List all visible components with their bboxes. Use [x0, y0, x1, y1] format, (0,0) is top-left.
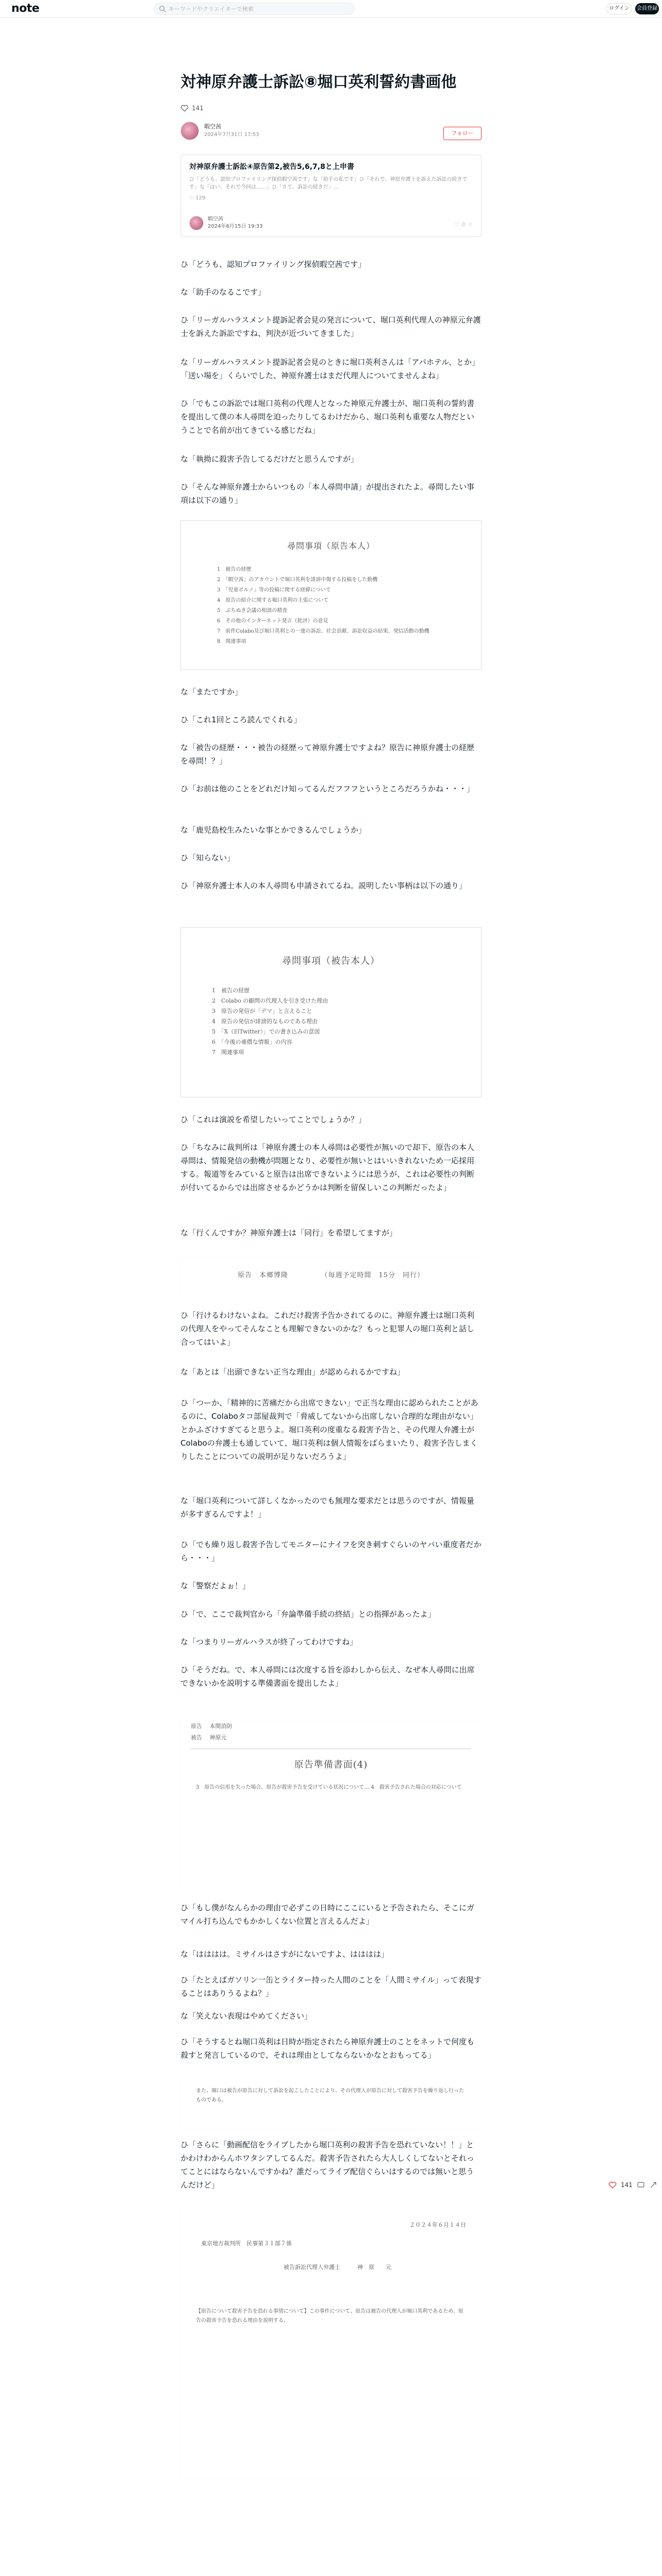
publish-date: 2024年7月31日 17:53: [204, 132, 259, 138]
paragraph: な「行くんですか？神原弁護士は「同行」を希望してますが」: [180, 1228, 398, 1238]
doc1-item: 4 原告の紹介に関する堀口英利の主張について: [217, 598, 329, 603]
paragraph: な「笑えない表現はやめてください」: [180, 2011, 312, 2021]
doc2-item: 7 関連事項: [212, 1049, 244, 1056]
doc2-item: 4 原告の発信が誹謗的なものである理由: [212, 1018, 318, 1025]
top-navigation-bar: [0, 0, 662, 18]
document-image-court-filing: [180, 2210, 482, 2478]
doc6-date: ２０２４年６月１４日: [409, 2222, 466, 2228]
paragraph: な「執拗に殺害予告してるだけだと思うんですが」: [180, 454, 359, 464]
paragraph: な「堀口英利について詳しくなかったのでも無理な要求だとは思うのですが、情報量が多すぎるんですよ！」: [180, 1496, 474, 1519]
doc1-item: 1 被告の経歴: [217, 567, 252, 572]
search-icon: [159, 5, 166, 12]
paragraph: ひ「でも繰り返し殺害予告してモニターにナイフを突き刺すぐらいのヤバい重度者だから・・・」: [180, 1540, 482, 1563]
embed-likes: ♡ 129: [189, 195, 206, 201]
author-name[interactable]: 暇空茜: [204, 123, 221, 130]
floating-like-count: 141: [621, 2181, 633, 2189]
paragraph: ひ「たとえばガソリン一缶とライター持った人間のことを「人間ミサイル」って表現することはありうるよね？」: [180, 1975, 482, 1998]
paragraph: ひ「さらに「動画配信をライブしたから堀口英利の殺害予告を恐れていない！！」とかわけわからんホワタシアしてるんだ。殺害予告されたら大人しくしてないとそれってことにはならないんですかね？誰だってライブ配信ぐらいはするのでは無いと思うんだけど」: [180, 2140, 474, 2190]
doc2-item: 6 「今後の補償な情報」の内容: [212, 1039, 292, 1045]
embed-author-name: 暇空茜: [208, 216, 223, 222]
paragraph: ひ「お前は他のことをどれだけ知ってるんだフフフというところだろうかね・・・」: [180, 784, 475, 793]
paragraph: ひ「で、ここで裁判官から「弁論準備手続の終結」との指揮があったよ」: [180, 1609, 436, 1619]
doc6-body: 【原告について殺害予告を恐れる事情について】この事件について、原告は被告の代理人が堀口英利であるため、原告の殺害予告を恐れる理由を説明する。: [196, 2309, 464, 2324]
embed-action-icons[interactable]: ♡ ⊙ ☆: [454, 221, 473, 228]
paragraph: ひ「でもこの訴訟では堀口英利の代理人となった神原元弁護士が、堀口英利の誓約書を提出して僕の本人尋問を迫ったりしてるわけだから、堀口英利も重要な人物だということで名前が出てきている感じだね」: [180, 399, 475, 435]
document-image-schedule: [180, 1257, 482, 1298]
author-info: [180, 122, 259, 140]
doc6-court: 東京地方裁判所 民事第３１部７係: [201, 2240, 292, 2247]
paragraph: な「助手のなるこです」: [180, 287, 266, 297]
paragraph: ひ「神原弁護士本人の本人尋問も申請されてるね。説明したい事柄は以下の通り」: [180, 881, 467, 890]
embed-title[interactable]: 対神原弁護士訴訟④原告第2,被告5,6,7,8と上申書: [189, 163, 354, 171]
paragraph: な「あとは「出頭できない正当な理由」が認められるかですね」: [180, 1367, 405, 1377]
doc2-item: 2 Colabo の顧問の代理人を引き受けた理由: [212, 997, 328, 1004]
document-image-defendant-questions: [180, 927, 482, 1097]
doc4-title: 原告準備書面(4): [294, 1759, 368, 1770]
author-avatar[interactable]: [180, 122, 199, 140]
doc4-caption1: 原告: [191, 1723, 202, 1730]
article-title: 対神原弁護士訴訟⑧堀口英利誓約書画他: [180, 73, 457, 91]
search-placeholder: キーワードやクリエイターで検索: [169, 6, 254, 12]
paragraph: ひ「これ1回ところ読んでくれる」: [180, 715, 302, 724]
signup-button[interactable]: 会員登録: [635, 3, 659, 14]
like-counter[interactable]: [180, 104, 204, 112]
doc1-item: 8 関連事項: [217, 639, 246, 645]
doc1-item: 3 「児童ポルノ」等の投稿に関する経緯について: [217, 587, 331, 593]
doc4-caption4: 神原元: [209, 1734, 227, 1741]
doc3-line: 原告 本郷博隆 （毎週予定時間 15分 同行）: [237, 1272, 425, 1279]
follow-button[interactable]: フォロー: [443, 127, 482, 140]
doc2-title: 尋問事項（被告本人）: [282, 956, 380, 967]
search-box[interactable]: [154, 3, 355, 15]
document-image-excerpt: [180, 2076, 482, 2128]
doc1-item: 5 ぶちぬき会議の相談の精査: [217, 608, 288, 614]
doc2-item: 1 被告の経歴: [212, 987, 250, 994]
heart-icon[interactable]: [608, 2181, 617, 2189]
doc5-body: また、堀口は被告が原告に対して訴訟を起こしたことにより、その代理人が原告に対して殺害予告を繰り返し行ったものである。: [196, 2088, 464, 2103]
embed-author-avatar: [189, 216, 204, 230]
embed-date: 2024年6月15日 19:33: [208, 224, 263, 229]
paragraph: な「警察だよぉ！」: [180, 1581, 251, 1590]
paragraph: ひ「そうだね。で、本人尋問には次度する旨を添わしから伝え、なぜ本人尋問に出席できないかを説明する準備書面を提出したよ」: [180, 1665, 475, 1688]
paragraph: ひ「知らない」: [180, 853, 235, 862]
doc6-signature: 被告訴訟代理人弁護士 神 原 元: [284, 2264, 391, 2270]
paragraph: ひ「これは演説を希望したいってことでしょうか？」: [180, 1115, 367, 1124]
paragraph: な「鹿児島校生みたいな事とかできるんでしょうか」: [180, 825, 367, 835]
paragraph: ひ「もし僕がなんらかの理由で必ずこの日時にここにいると予告されたら、そこにガマイル打ち込んでもかかしくない位置と言えるんだよ」: [180, 1903, 475, 1926]
share-icon[interactable]: [649, 2181, 657, 2189]
paragraph: な「被告の経歴・・・被告の経歴って神原弁護士ですよね？原告に神原弁護士の経歴を尋問！？」: [180, 743, 475, 766]
paragraph: な「リーガルハラスメント提訴記者会見のときに堀口英利さんは「アパホテル、とか」「送い場を」くらいでした、神原弁護士はまだ代理人についてませんよね」: [180, 358, 480, 380]
embedded-article-card[interactable]: [180, 155, 482, 237]
doc2-list: [212, 986, 481, 1058]
doc1-item: 2 「暇空茜」のアカウントで堀口英利を誹謗中傷する投稿をした動機: [217, 577, 378, 583]
paragraph: ひ「行けるわけないよね。これだけ殺害予告かされてるのに。神原弁護士は堀口英利の代理人をやってそんなことも理解できないのかな？もっと犯罪人の堀口英利と話し合ってはいよ」: [180, 1311, 475, 1347]
doc1-item: 6 その他のインターネット発言（批評）の意見: [217, 618, 328, 624]
document-image-preparatory-brief: [180, 1721, 482, 1891]
paragraph: ひ「そんな神原弁護士からいつもの「本人尋問申請」が提出されたよ。尋問したい事項は以下の通り」: [180, 482, 475, 505]
like-count: 141: [192, 105, 204, 112]
paragraph: ひ「リーガルハラスメント提訴記者会見の発言について、堀口英利代理人の神原元弁護士を訴えた訴訟ですね、判決が近づいてきました」: [180, 315, 481, 338]
doc2-item: 3 原告の発信が「デマ」と言えること: [212, 1008, 312, 1014]
paragraph: ひ「どうも、認知プロファイリング探偵暇空茜です」: [180, 260, 366, 269]
paragraph: な「はははは。ミサイルはさすがにないですよ、はははは」: [180, 1950, 389, 1959]
note-logo[interactable]: note: [11, 2, 40, 15]
doc1-list: [217, 565, 481, 647]
embed-description: ひ「どうも、認知プロファイリング探偵暇空茜です」な「助手の私です」ひ「それで、神原弁護士を訴えた訴訟の続きです」な「はい、それで今回は……」ひ「さて、訴訟の続きだ」…: [189, 177, 468, 190]
embed-author: [189, 216, 263, 230]
doc1-title: 尋問事項（原告本人）: [287, 541, 375, 551]
paragraph: ひ「つーか、「精神的に苦痛だから出席できない」で正当な理由に認められたことがあるのに、Colaboタコ部屋裁判で「脅威してないから出席しない合理的な理由がない」とかふざけすぎてると思うよ。堀口英利の度重なる殺害予告と、その代理人弁護士がColaboの弁護士も通していて、堀口英利は個人情報をばらまいたり、殺害予告しまくりしたことについての説明が足りないだろうよ」: [180, 1398, 478, 1461]
document-image-plaintiff-questions: [180, 520, 482, 670]
paragraph: ひ「そうするとね堀口英利は日時が指定されたら神原弁護士のことをネットで何度も殺すと発言しているので、それは理由としてならないかなとおもってる」: [180, 2037, 475, 2060]
login-button[interactable]: ログイン: [606, 3, 632, 14]
paragraph: な「つまりリーガルハラスが終了ってわけですね」: [180, 1637, 358, 1647]
comment-icon[interactable]: [637, 2181, 645, 2189]
doc4-caption2: 本間消防: [209, 1723, 233, 1730]
doc2-item: 5 「X（旧Twitter）」での書き込みの意図: [212, 1028, 320, 1035]
doc4-body: 3 原告の信用を失った場合、原告が殺害予告を受けている状況について… 4 殺害予告された場合の対応について: [196, 1785, 462, 1790]
paragraph: な「またですか」: [180, 687, 243, 697]
floating-actions: [608, 2181, 662, 2189]
doc1-item: 7 前件Colabo及び堀口英利との一連の訴訟、社会貢献、訴訟収益の結果、発信活動の動機: [217, 629, 429, 634]
heart-icon[interactable]: [180, 104, 189, 112]
paragraph: ひ「ちなみに裁判所は「神原弁護士の本人尋問は必要性が無いので却下、原告の本人尋問は、情報発信の動機が問題となり、必要性が無いとはいいきれないため一応採用する。報道等をみていると原告は出席できないようには思うが、これは必要性の判断が付いてるからでは出席させるかどうかは判断を留保しいこの判断だったよ」: [180, 1143, 475, 1192]
doc4-caption3: 被告: [191, 1734, 202, 1741]
